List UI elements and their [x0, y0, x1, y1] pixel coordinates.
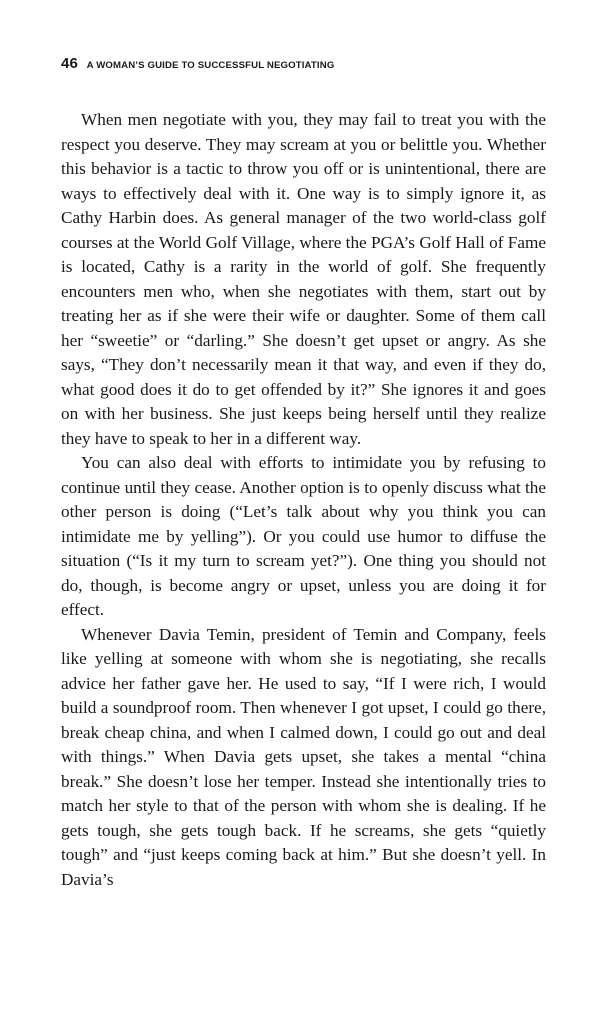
- body-text: [61, 108, 546, 892]
- page-number: 46: [61, 55, 78, 72]
- paragraph: When men negotiate with you, they may fail to treat you with the respect you deserve. They may scream at you or belittle you. Whether this behavior is a tactic to throw you off or is unintentional, there are ways to effectively deal with it. One way is to simply ignore it, as Cathy Harbin does. As general manager of the two world-class golf courses at the World Golf Village, where the PGA’s Golf Hall of Fame is located, Cathy is a rarity in the world of golf. She frequently encounters men who, when she negotiates with them, start out by treating her as if she were their wife or daughter. Some of them call her “sweetie” or “darling.” She doesn’t get upset or angry. As she says, “They don’t necessarily mean it that way, and even if they do, what good does it do to get offended by it?” She ignores it and goes on with her business. She just keeps being herself until they realize they have to speak to her in a different way.: [61, 110, 546, 448]
- paragraph: You can also deal with efforts to intimidate you by refusing to continue until they cease. Another option is to openly discuss what the other person is doing (“Let’s talk about why you think you can intimidate me by yelling”). Or you could use humor to diffuse the situation (“Is it my turn to scream yet?”). One thing you should not do, though, is become angry or upset, unless you are doing it for effect.: [61, 453, 546, 619]
- book-title: A WOMAN’S GUIDE TO SUCCESSFUL NEGOTIATING: [86, 60, 335, 71]
- running-head: [61, 54, 551, 74]
- paragraph: Whenever Davia Temin, president of Temin and Company, feels like yelling at someone with whom she is negotiating, she recalls advice her father gave her. He used to say, “If I were rich, I would build a soundproof room. Then whenever I got upset, I could go there, break cheap china, and when I calmed down, I could go out and deal with things.” When Davia gets upset, she takes a mental “china break.” She doesn’t lose her temper. Instead she intentionally tries to match her style to that of the person with whom she is dealing. If he gets tough, she gets tough back. If he screams, she gets “quietly tough” and “just keeps coming back at him.” But she doesn’t yell. In Davia’s: [61, 624, 546, 889]
